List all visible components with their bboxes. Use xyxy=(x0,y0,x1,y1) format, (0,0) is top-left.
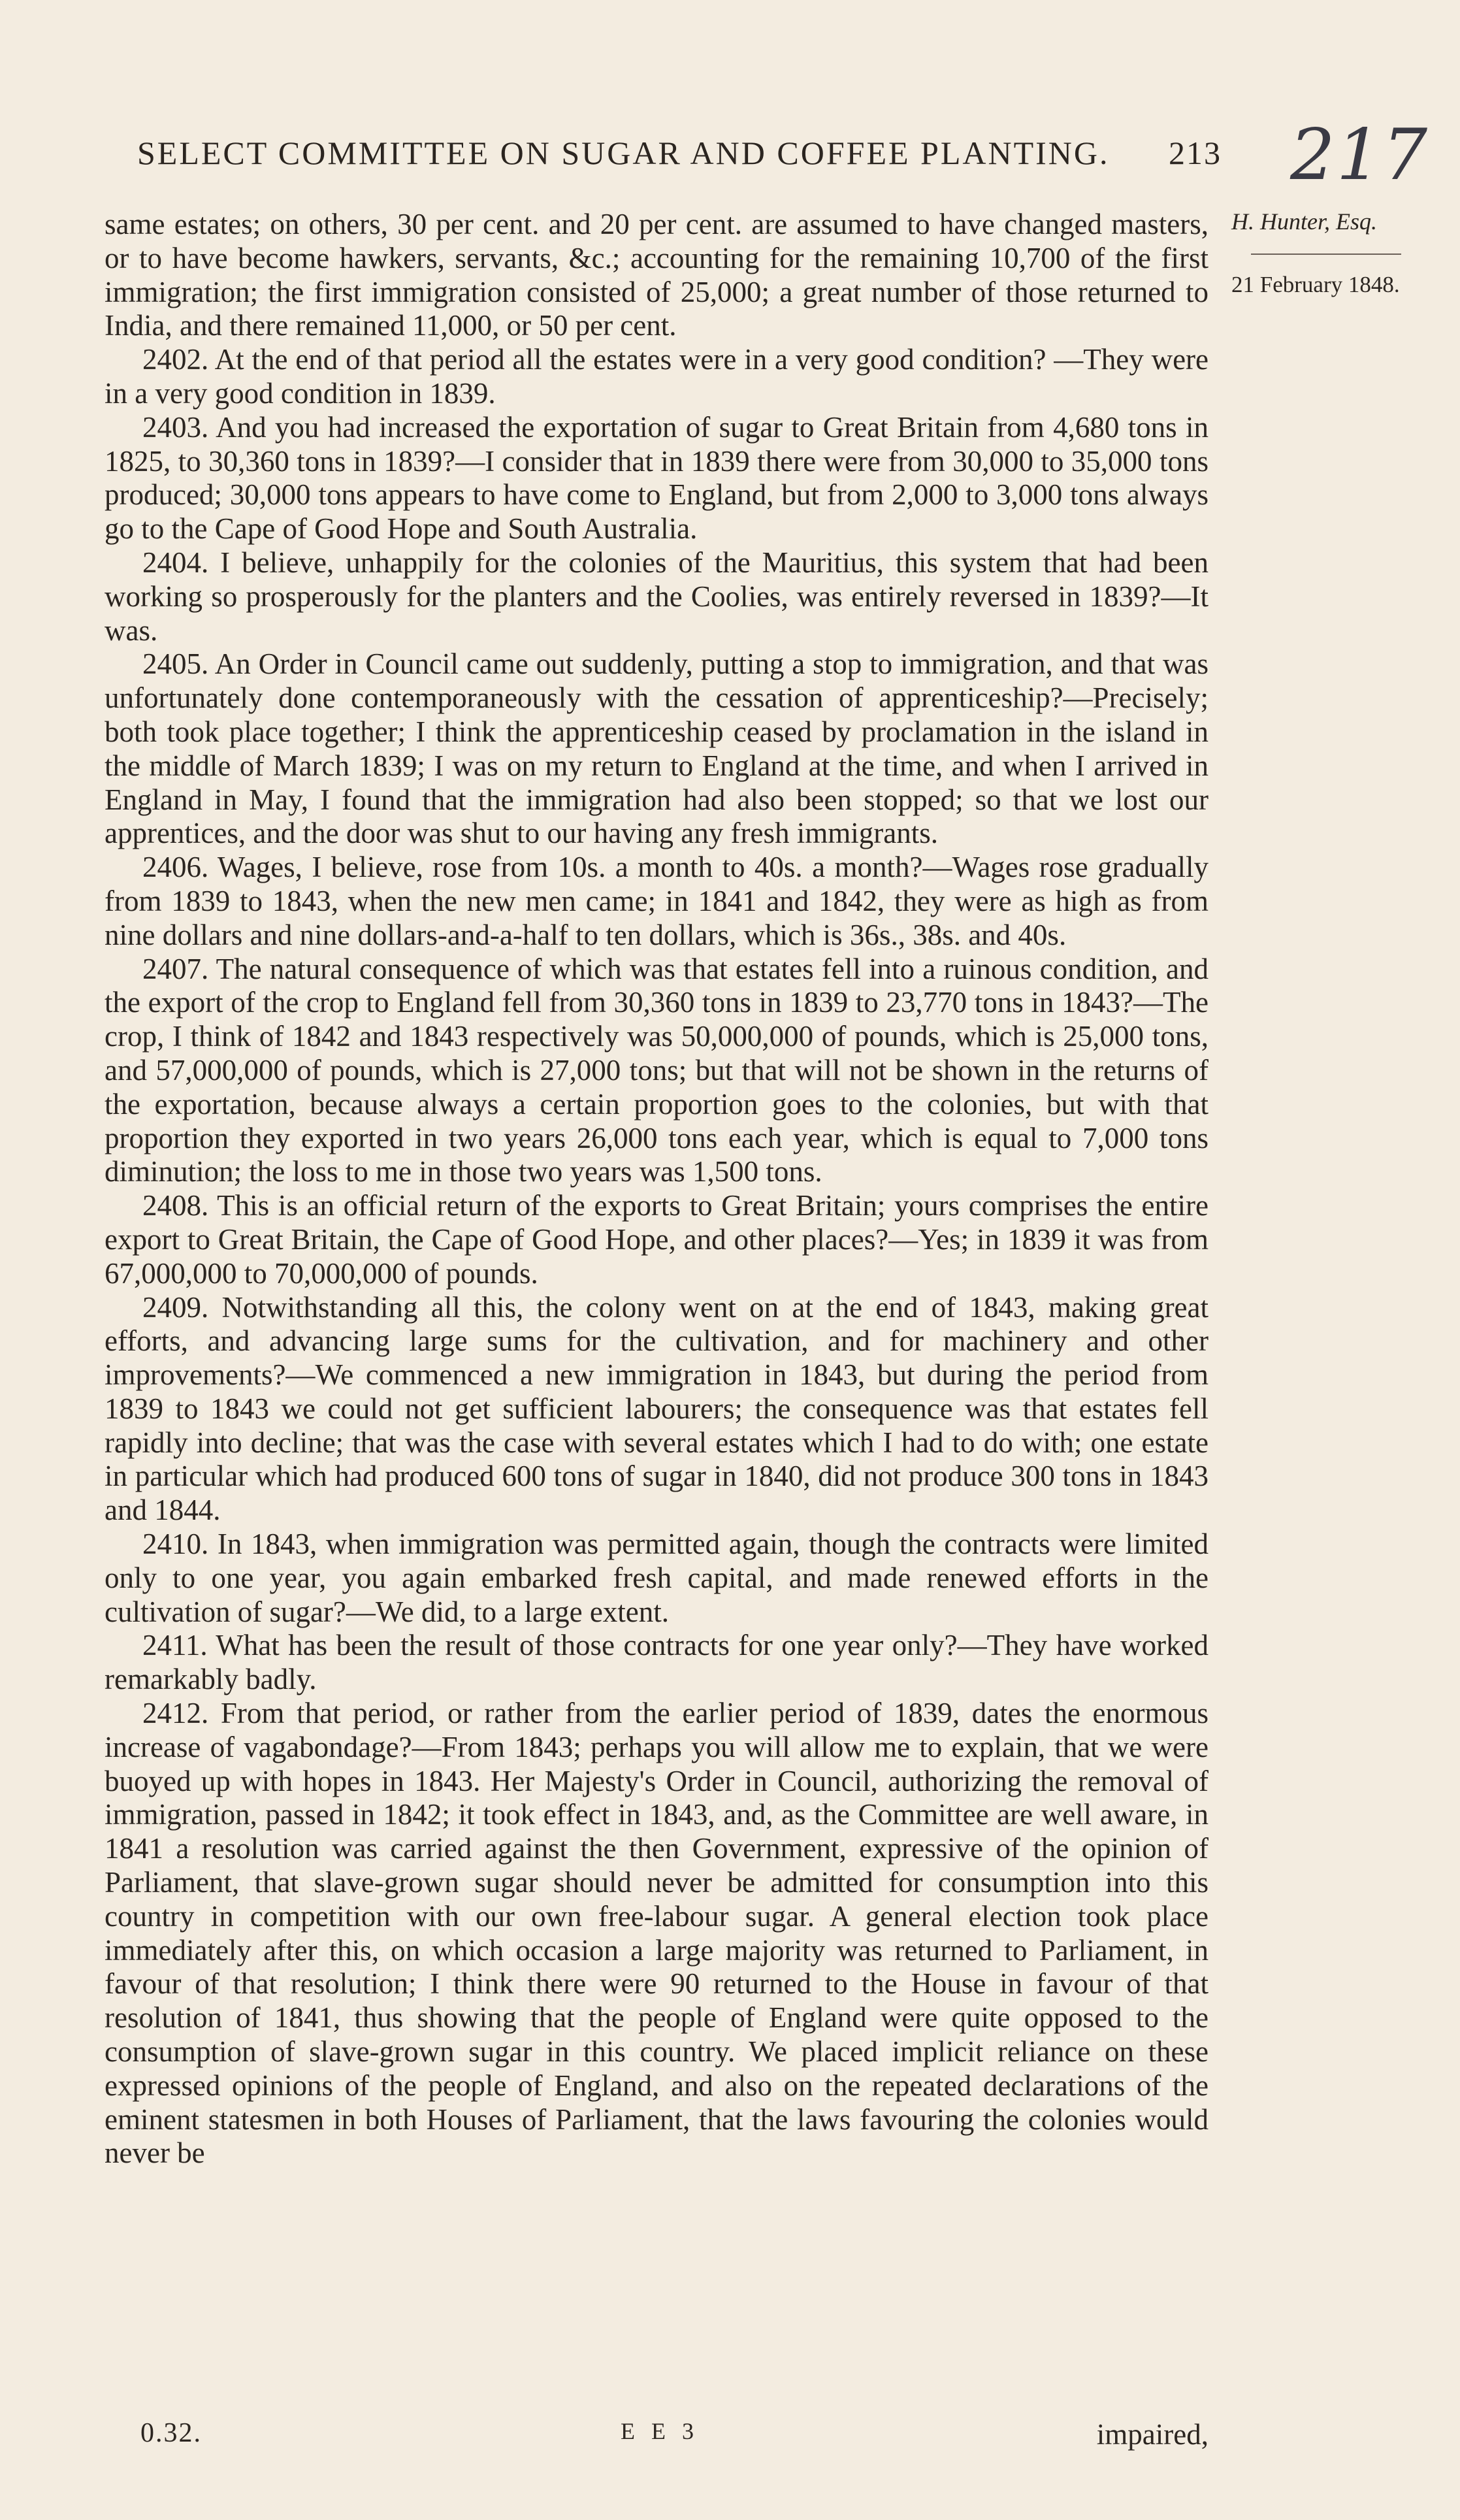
witness-name: H. Hunter, Esq. xyxy=(1231,208,1377,235)
handwritten-folio-number: 217 xyxy=(1290,114,1429,196)
paragraph: 2403. And you had increased the exportation of sugar to Great Britain from 4,680 tons in 1825, to 30,360 tons in 1839?—I consider that in 1839 there were from 30,000 to 35,000 tons produced; 30,000 tons appears to have come to England, but from 2,000 to 3,000 tons always go to the Cape of Good Hope and South Australia. xyxy=(105,410,1209,546)
paragraph: 2407. The natural consequence of which was that estates fell into a ruinous condition, and the export of the crop to England fell from 30,360 tons in 1839 to 23,770 tons in 1843?—The crop, I think of 1842 and 1843 respectively was 50,000,000 of pounds, which is 25,000 tons, and 57,000,000 of pounds, which is 27,000 tons; but that will not be shown in the returns of the exportation, because always a certain proportion goes to the colonies, but with that proportion they exported in two years 26,000 tons each year, which is equal to 7,000 tons diminution; the loss to me in those two years was 1,500 tons. xyxy=(105,952,1209,1188)
paragraph: 2404. I believe, unhappily for the colonies of the Mauritius, this system that had been working so prosperously for the planters and the Coolies, was entirely reversed in 1839?—It was. xyxy=(105,546,1209,647)
paragraph: 2405. An Order in Council came out suddenly, putting a stop to immigration, and that was unfortunately done contemporaneously with the cessation of apprenticeship?—Precisely; both took place together; I think the apprenticeship ceased by proclamation in the island in the middle of March 1839; I was on my return to England at the time, and when I arrived in England in May, I found that the immigration had also been stopped; so that we lost our apprentices, and the door was shut to our having any fresh immigrants. xyxy=(105,647,1209,850)
signature-mark: E E 3 xyxy=(621,2418,699,2444)
body-text xyxy=(105,208,1209,2170)
running-head-title: SELECT COMMITTEE ON SUGAR AND COFFEE PLANTING. xyxy=(137,135,1110,171)
page-number: 213 xyxy=(1169,135,1222,171)
paragraph: same estates; on others, 30 per cent. and 20 per cent. are assumed to have changed masters, or to have become hawkers, servants, &c.; accounting for the remaining 10,700 of the first immigration; the first immigration consisted of 25,000; a great number of those returned to India, and there remained 11,000, or 50 per cent. xyxy=(105,208,1209,342)
paragraph: 2408. This is an official return of the exports to Great Britain; yours comprises the entire export to Great Britain, the Cape of Good Hope, and other places?—Yes; in 1839 it was from 67,000,000 to 70,000,000 of pounds. xyxy=(105,1189,1209,1290)
paragraph: 2409. Notwithstanding all this, the colony went on at the end of 1843, making great efforts, and advancing large sums for the cultivation, and for machinery and other improvements?—We commenced a new immigration in 1843, but during the period from 1839 to 1843 we could not get sufficient labourers; the consequence was that estates fell rapidly into decline; that was the case with several estates which I had to do with; one estate in particular which had produced 600 tons of sugar in 1840, did not produce 300 tons in 1843 and 1844. xyxy=(105,1290,1209,1527)
margin-note xyxy=(1231,208,1421,298)
running-head xyxy=(137,134,1222,172)
evidence-date: 21 February 1848. xyxy=(1231,272,1400,297)
paragraph: 2410. In 1843, when immigration was permitted again, though the contracts were limited only to one year, you again embarked fresh capital, and made renewed efforts in the cultivation of sugar?—We did, to a large extent. xyxy=(105,1528,1209,1628)
paper-reference: 0.32. xyxy=(140,2418,202,2448)
margin-rule xyxy=(1251,254,1401,255)
catchword: impaired, xyxy=(1096,2418,1209,2451)
paragraph: 2411. What has been the result of those contracts for one year only?—They have worked remarkably badly. xyxy=(105,1629,1209,1696)
paragraph: 2406. Wages, I believe, rose from 10s. a month to 40s. a month?—Wages rose gradually from 1839 to 1843, when the new men came; in 1841 and 1842, they were as high as from nine dollars and nine dollars-and-a-half to ten dollars, which is 36s., 38s. and 40s. xyxy=(105,851,1209,951)
paragraph: 2402. At the end of that period all the estates were in a very good condition? —They were in a very good condition in 1839. xyxy=(105,343,1209,410)
paragraph: 2412. From that period, or rather from the earlier period of 1839, dates the enormous increase of vagabondage?—From 1843; perhaps you will allow me to explain, that we were buoyed up with hopes in 1843. Her Majesty's Order in Council, authorizing the removal of immigration, passed in 1842; it took effect in 1843, and, as the Committee are well aware, in 1841 a resolution was carried against the then Government, expressive of the opinion of Parliament, that slave-grown sugar should never be admitted for consumption into this country in competition with our own free-labour sugar. A general election took place immediately after this, on which occasion a large majority was returned to Parliament, in favour of that resolution; I think there were 90 returned to the House in favour of that resolution of 1841, thus showing that the people of England were quite opposed to the consumption of slave-grown sugar in this country. We placed implicit reliance on these expressed opinions of the people of England, and also on the repeated declarations of the eminent statesmen in both Houses of Parliament, that the laws favouring the colonies would never be xyxy=(105,1697,1209,2170)
